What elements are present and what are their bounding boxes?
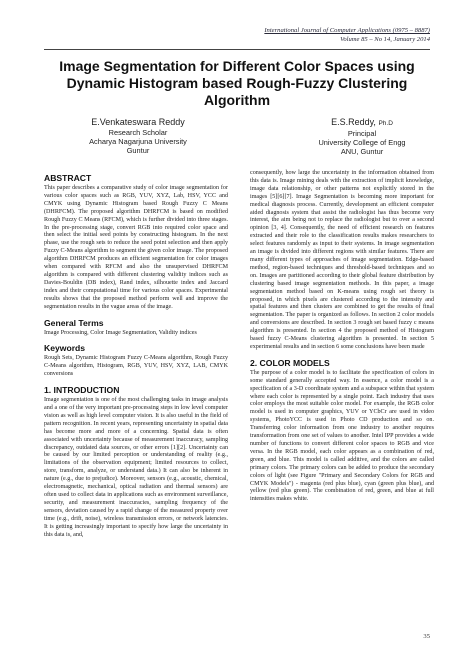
general-terms-text: Image Processing, Color Image Segmentation, Validity indices [44,329,197,336]
introduction-heading: 1. INTRODUCTION [44,385,120,396]
general-terms-heading: General Terms [44,317,104,328]
paper-title: Image Segmentation for Different Color Spaces using Dynamic Histogram based Rough-Fuzzy Clustering Algorithm [59,58,415,108]
author-name-line [294,117,430,129]
introduction-text: Image segmentation is one of the most challenging tasks in image analysis and a one of the very important pre-processing steps in low level computer vision as well as high level computer vision. It is also useful in the field of pattern recognition. In recent years, representing uncertainty in spatial data has become more and more of a concerning. Spatial data is often associated with uncertainty because of measurement inaccuracy, sampling discrepancy, outdated data sources, or other errors [1][2]. Uncertainty can be caused by our limited perception or understanding of reality (e.g., limitations of the observation equipment; limited resources to collect, store, transform, analyze, or understand data.) It can also be inherent in nature (e.g., due to prejudice). Moreover, sensors (e.g., acoustic, chemical, electromagnetic, mechanical, optical radiation and thermal sensors) are often used to collect data in applications such as environment surveillance, security, and measurement inaccuracies, sampling frequency of the sensors, deviation caused by a rapid change of the measured property over time (e.g., drift, noise), wireless transmission errors, or network latencies. It is getting increasingly important to specify how large the uncertainty in this data is, and, [44,397,228,538]
introduction-continued-text: consequently, how large the uncertainty in the information obtained from this data is. Image mining deals with the extraction of implicit knowledge, image data relationship, or other patterns not explicitly stored in the images [5][6][7]. Image Segmentation is becoming more important for medical diagnosis process. Currently, development an efficient computer aided diagnosis system that assist the radiologist has thus become very interest, the aim being not to replace the radiologist but to over a second opinion [3, 4]. Consequently, the need of efficient research on features extracted and their role to the classification results makes researchers to select features randomly as input to their systems. In image segmentation an image is divided into different regions with similar features. There are many different types of approaches of image segmentation. Edge-based method, region-based techniques and threshold-based techniques and so on. Images are partitioned according to their global feature distribution by clustering based image segmentation methods. In this paper, a image segmentation method based on K-means using rough set theory is proposed, in which pixels are clustered according to the intensity and spatial features and then clusters are combined to get the results of final segmentation. The paper is organized as follows. In section 2 color models and conversions are described. In section 3 rough set based fuzzy c means algorithm is presented. In section 4 the proposed method of Histogram based fuzzy C-Means clustering algorithm is presented. In section 5 experimental results and in section 6 some conclusions have been made [250,170,434,350]
author-location: Guntur [126,146,150,156]
author-block-2 [294,117,430,157]
header-rule [44,49,430,50]
author-location: ANU, Guntur [340,147,384,157]
author-name: E.Venkateswara Reddy [91,117,185,127]
author-role: Research Scholar [108,128,168,137]
author-affiliation: Acharya Nagarjuna University [89,137,187,147]
left-column [44,170,228,545]
abstract-text: This paper describes a comparative study of color image segmentation for various color spaces such as RGB, YUV, XYZ, Lab, HSV, YCC and CMYK using Dynamic Histogram based Rough Fuzzy C Means (DHRFCM). The proposed algorithm DHRFCM is based on modified Rough Fuzzy C Means (RFCM), which is further divided into three stages. In the pre-processing stage, convert RGB into required color space and then select the initial seed points by constructing histogram. In the next phase, use the rough sets to reduce the seed point selection and then apply Fuzzy C-Means algorithm to segment the given color image. The proposed algorithm DHRFCM produces an efficient segmentation for color images when compared with RFCM and also the unsupervised DHRFCM algorithm is compared with different clustering validity indices such as Davies-Bouldin (DB index), Rand index, silhouette index and Jaccard index and their computational time for various color spaces. Experimental results shows that the proposed method perform well and improve the segmentation results in the vague areas of the image. [44,185,228,310]
author-affiliation: University College of Engg [318,138,406,148]
journal-header [264,27,430,44]
keywords-heading: Keywords [44,343,86,354]
journal-volume: Volume 85 – No 14, January 2014 [340,35,430,43]
page-number: 35 [423,633,430,640]
color-models-text: The purpose of a color model is to facilitate the specification of colors in some standard generally accepted way. In essence, a color model is a specification of a 3-D coordinate system and a subspace within that system where each color is represented by a single point. Each industry that uses color employs the most suitable color model. For example, the RGB color model is used in computer graphics, YUV or YCbCr are used in video systems, PhotoYCC is used in Photo CD production and so on. Transferring color information from one industry to another requires transformation from one set of values to another. Intel IPP provides a wide number of functions to convert different color spaces to RGB and vice versa. In the RGB model, each color appears as a combination of red, green, and blue. This model is called additive, and the colors are called primary colors. The primary colors can be added to produce the secondary colors of light (see Figure "Primary and Secondary Colors for RGB and CMYK Models") - magenta (red plus blue), cyan (green plus blue), and yellow (red plus green). The combination of red, green, and blue at full intensities makes white. [250,369,434,503]
author-name: E.S.Reddy, [331,117,376,127]
journal-name: International Journal of Computer Applications (0975 – 8887) [264,27,430,34]
color-models-heading: 2. COLOR MODELS [250,357,330,368]
abstract-heading: ABSTRACT [44,173,92,183]
right-column [250,170,434,510]
author-degree: Ph.D [378,120,393,127]
author-block-1 [44,117,232,156]
keywords-text: Rough Sets, Dynamic Histogram Fuzzy C-Means algorithm, Rough Fuzzy C-Means algorithm, Histogram, RGB, YUV, HSV, XYZ, LAB, CMYK conversions [44,355,228,378]
author-role: Principal [347,129,377,138]
